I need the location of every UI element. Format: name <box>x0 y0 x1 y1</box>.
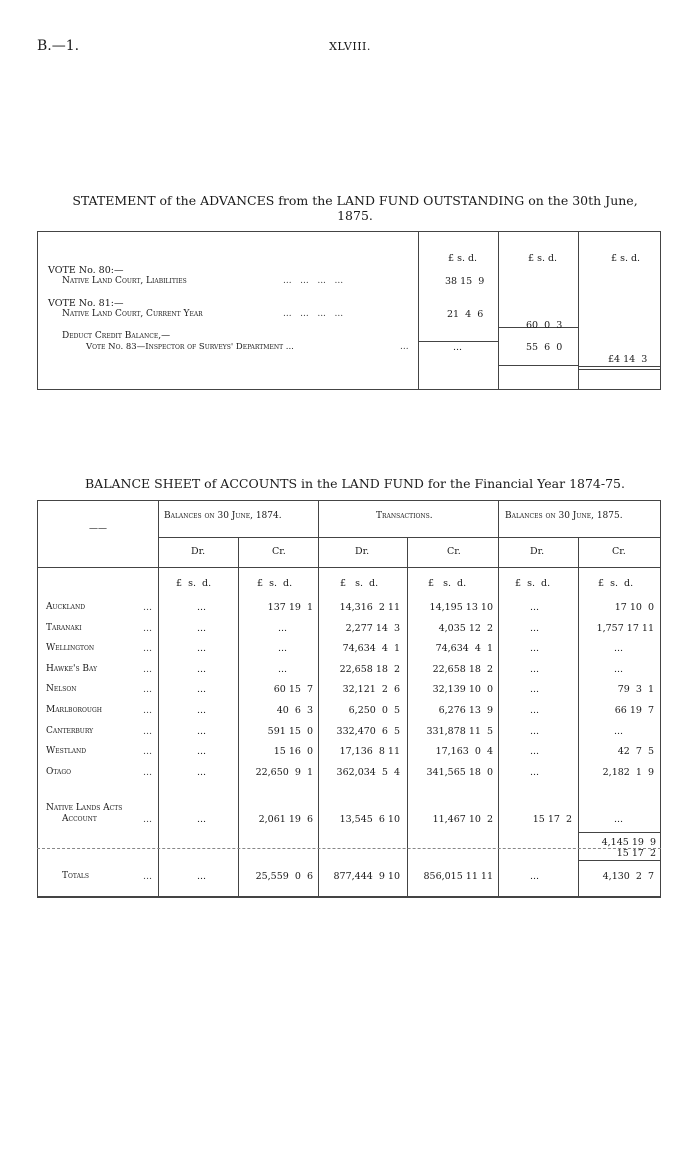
balance-title: BALANCE SHEET of ACCOUNTS in the LAND FUND for the Financial Year 1874-75. <box>85 476 625 491</box>
subheading-cr: Cr. <box>447 546 461 557</box>
cell-value: 6,250 0 5 <box>348 705 400 716</box>
leader-dots: ... <box>400 342 409 352</box>
statement-col-head: £ s. d. <box>448 253 478 264</box>
statement-col-head: £ s. d. <box>528 253 558 264</box>
subtotal-rule <box>578 832 660 833</box>
deduct-label: Deduct Credit Balance,— <box>62 331 171 341</box>
cell-value: 137 19 1 <box>267 602 313 613</box>
stub-dash: —— <box>89 524 107 534</box>
cell-value: 1,757 17 11 <box>596 623 654 634</box>
cell-value: ... <box>197 726 207 737</box>
statement-col-head: £ s. d. <box>611 253 641 264</box>
balance-col-rule <box>407 537 408 897</box>
cell-value: 17 10 0 <box>614 602 654 613</box>
group-heading: Balances on 30 June, 1875. <box>505 511 623 521</box>
cell-value: 32,139 10 0 <box>432 684 493 695</box>
cell-value: ... <box>278 623 288 634</box>
cell-value: ... <box>197 664 207 675</box>
leader-dots: ... <box>143 705 153 716</box>
cell-value: ... <box>614 726 624 737</box>
cell-value: 74,634 4 1 <box>435 643 493 654</box>
account-name: Account <box>62 814 97 824</box>
subheading-dr: Dr. <box>530 546 545 557</box>
balance-bottom-rule <box>37 897 661 898</box>
balance-col-rule <box>498 500 499 897</box>
cell-value: ... <box>530 767 540 778</box>
unit-label: £ s. d. <box>257 578 293 589</box>
vote-subtotal: 60 0 3 <box>526 320 563 331</box>
account-name: Native Lands Acts <box>46 803 123 813</box>
account-name: Taranaki <box>46 623 82 633</box>
cell-value: ... <box>197 643 207 654</box>
cell-value: ... <box>197 814 207 825</box>
statement-bottom-rule <box>37 389 661 390</box>
leader-dots: ... ... ... ... <box>283 309 344 319</box>
cell-value: 32,121 2 6 <box>342 684 400 695</box>
deduct-description: Vote No. 83—Inspector of Surveys' Department ... <box>86 342 294 352</box>
balance-left-rule <box>37 500 38 897</box>
subtotal-rule <box>578 860 660 861</box>
cell-value: ... <box>278 643 288 654</box>
statement-col-rule <box>418 231 419 389</box>
cell-value: ... <box>614 814 624 825</box>
balance-top-rule <box>37 500 661 501</box>
vote-description: Native Land Court, Liabilities <box>62 276 187 286</box>
cell-value: 17,136 8 11 <box>339 746 400 757</box>
totals-dashed-rule <box>37 848 661 850</box>
account-name: Auckland <box>46 602 86 612</box>
cell-value: ... <box>530 746 540 757</box>
cell-value: ... <box>530 643 540 654</box>
cell-value: 15 16 0 <box>273 746 313 757</box>
account-name: Nelson <box>46 684 77 694</box>
account-name: Canterbury <box>46 726 94 736</box>
cell-value: ... <box>530 726 540 737</box>
statement-title <box>40 193 670 223</box>
cell-value: 4,035 12 2 <box>438 623 493 634</box>
totals-label: Totals <box>62 871 90 881</box>
cell-value: 2,182 1 9 <box>602 767 654 778</box>
cell-value: 14,316 2 11 <box>339 602 400 613</box>
cell-value: 331,878 11 5 <box>426 726 493 737</box>
group-heading: Balances on 30 June, 1874. <box>164 511 282 521</box>
group-heading: Transactions. <box>376 511 433 521</box>
unit-label: £ s. d. <box>428 578 467 589</box>
balance-head-rule <box>37 567 661 568</box>
balance-col-rule <box>238 537 239 897</box>
unit-label: £ s. d. <box>340 578 379 589</box>
page-number: XLVIII. <box>329 40 371 53</box>
subheading-dr: Dr. <box>355 546 370 557</box>
vote-amount: 21 4 6 <box>447 309 484 320</box>
vote-amount: 38 15 9 <box>445 276 485 287</box>
cell-value: ... <box>530 664 540 675</box>
cell-value: 17,163 0 4 <box>435 746 493 757</box>
cell-value: ... <box>614 643 624 654</box>
cell-value: 2,061 19 6 <box>258 814 313 825</box>
leader-dots: ... <box>143 726 153 737</box>
cell-value: 22,658 18 2 <box>339 664 400 675</box>
cell-value: ... <box>530 684 540 695</box>
cell-value: 332,470 6 5 <box>336 726 400 737</box>
cell-value: ... <box>197 767 207 778</box>
balance-right-rule <box>660 500 661 897</box>
leader-dots: ... <box>143 684 153 695</box>
cell-value: 14,195 13 10 <box>429 602 493 613</box>
leader-dots: ... <box>143 623 153 634</box>
cell-value: ... <box>197 746 207 757</box>
unit-label: £ s. d. <box>515 578 551 589</box>
cell-value: ... <box>530 602 540 613</box>
cell-value: 25,559 0 6 <box>255 871 313 882</box>
cell-value: 22,650 9 1 <box>255 767 313 778</box>
cell-value: 42 7 5 <box>617 746 654 757</box>
subtotal-value: 15 17 2 <box>616 848 656 859</box>
balance-head-rule <box>158 537 660 538</box>
cell-value: 22,658 18 2 <box>432 664 493 675</box>
cell-value: 74,634 4 1 <box>342 643 400 654</box>
cell-value: ... <box>614 664 624 675</box>
leader-dots: ... <box>143 643 153 654</box>
cell-value: ... <box>197 871 207 882</box>
leader-dots: ... <box>143 814 153 825</box>
cell-value: 877,444 9 10 <box>333 871 400 882</box>
account-name: Wellington <box>46 643 95 653</box>
subheading-cr: Cr. <box>272 546 286 557</box>
cell-value: 591 15 0 <box>267 726 313 737</box>
vote-label: VOTE No. 81:— <box>48 298 124 309</box>
statement-left-rule <box>37 231 38 389</box>
subheading-cr: Cr. <box>612 546 626 557</box>
account-name: Hawke's Bay <box>46 664 98 674</box>
unit-label: £ s. d. <box>176 578 212 589</box>
cell-value: 13,545 6 10 <box>339 814 400 825</box>
cell-value: ... <box>530 871 540 882</box>
subheading-dr: Dr. <box>191 546 206 557</box>
leader-dots: ... <box>143 767 153 778</box>
statement-title-line1: STATEMENT of the ADVANCES from the LAND FUND OUTSTANDING on the 30th June, <box>72 193 638 208</box>
leader-dots: ... <box>143 602 153 613</box>
cell-value: ... <box>197 623 207 634</box>
vote-description: Native Land Court, Current Year <box>62 309 203 319</box>
account-name: Westland <box>46 746 87 756</box>
deduct-amount: 55 6 0 <box>526 342 563 353</box>
cell-value: 2,277 14 3 <box>345 623 400 634</box>
vote-label: VOTE No. 80:— <box>48 265 124 276</box>
cell-value: ... <box>278 664 288 675</box>
statement-total-rule <box>578 366 660 367</box>
cell-value: ... <box>197 684 207 695</box>
cell-value: 79 3 1 <box>617 684 654 695</box>
statement-top-rule <box>37 231 661 232</box>
cell-value: 60 15 7 <box>273 684 313 695</box>
cell-value: ... <box>530 623 540 634</box>
balance-col-rule <box>578 537 579 897</box>
statement-sum-rule <box>498 365 578 366</box>
unit-label: £ s. d. <box>598 578 634 589</box>
deduct-amount: ... <box>453 342 463 353</box>
cell-value: 362,034 5 4 <box>336 767 400 778</box>
balance-col-rule <box>318 500 319 897</box>
cell-value: 856,015 11 11 <box>423 871 493 882</box>
cell-value: 15 17 2 <box>532 814 572 825</box>
statement-right-rule <box>660 231 661 389</box>
statement-title-line2: 1875. <box>337 208 373 223</box>
subtotal-value: 4,145 19 9 <box>601 837 656 848</box>
leader-dots: ... <box>143 664 153 675</box>
cell-value: ... <box>530 705 540 716</box>
cell-value: ... <box>197 602 207 613</box>
balance-col-rule <box>158 500 159 897</box>
account-name: Otago <box>46 767 72 777</box>
statement-total: £4 14 3 <box>608 354 648 365</box>
account-name: Marlborough <box>46 705 103 715</box>
leader-dots: ... <box>143 746 153 757</box>
statement-total-rule <box>578 369 660 370</box>
cell-value: 341,565 18 0 <box>426 767 493 778</box>
cell-value: 6,276 13 9 <box>438 705 493 716</box>
cell-value: 66 19 7 <box>614 705 654 716</box>
cell-value: 40 6 3 <box>276 705 313 716</box>
cell-value: 4,130 2 7 <box>602 871 654 882</box>
page-reference: B.—1. <box>37 38 80 54</box>
cell-value: ... <box>197 705 207 716</box>
leader-dots: ... ... ... ... <box>283 276 344 286</box>
leader-dots: ... <box>143 871 153 882</box>
cell-value: 11,467 10 2 <box>432 814 493 825</box>
